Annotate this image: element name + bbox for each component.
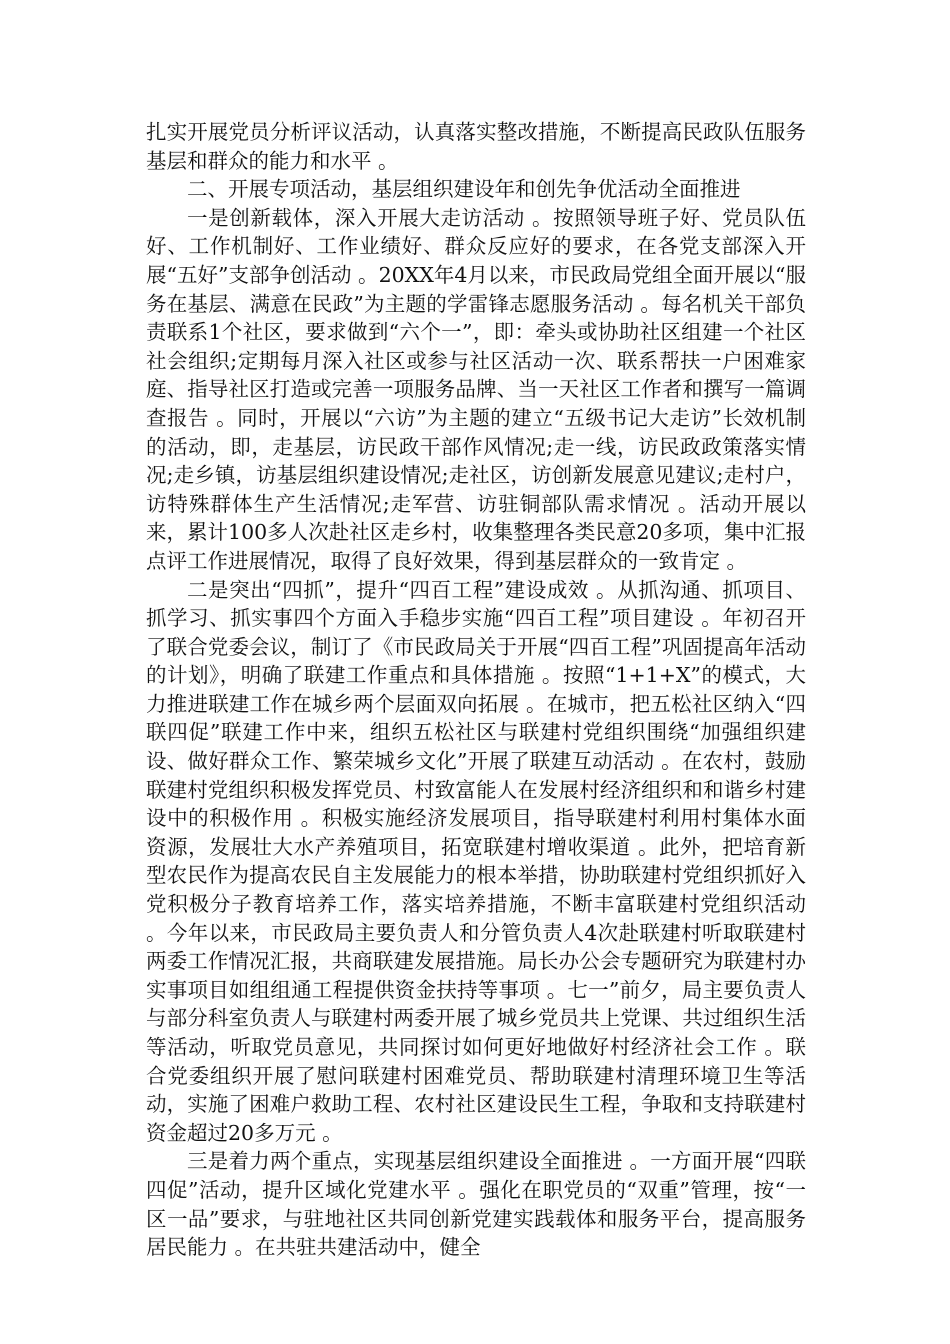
paragraph-continuation: 扎实开展党员分析评议活动，认真落实整改措施，不断提高民政队伍服务基层和群众的能力和水平 。: [146, 120, 806, 173]
section-heading-2: 二、开展专项活动，基层组织建设年和创先争优活动全面推进: [187, 177, 741, 202]
paragraph-innovation-visits: 一是创新载体，深入开展大走访活动 。按照领导班子好、党员队伍好、工作机制好、工作业绩好、群众反应好的要求，在各党支部深入开展“五好”支部争创活动 。20XX年4月以来，市民政局党组全面开展以“服务在基层、满意在民政”为主题的学雷锋志愿服务活动 。每名机关干部负责联系1个社区，要求做到“六个一”，即：牵头或协助社区组建一个社区社会组织;定期每月深入社区或参与社区活动一次、联系帮扶一户困难家庭、指导社区打造或完善一项服务品牌、当一天社区工作者和撰写一篇调查报告 。同时，开展以“六访”为主题的建立“五级书记大走访”长效机制的活动，即，走基层，访民政干部作风情况;走一线，访民政政策落实情况;走乡镇，访基层组织建设情况;走社区，访创新发展意见建议;走村户，访特殊群体生产生活情况;走军营、访驻铜部队需求情况 。活动开展以来，累计100多人次赴社区走乡村，收集整理各类民意20多项，集中汇报点评工作进展情况，取得了良好效果，得到基层群众的一致肯定 。: [146, 205, 806, 573]
document-body: [146, 118, 806, 1262]
paragraph-four-grasps: 二是突出“四抓”，提升“四百工程”建设成效 。从抓沟通、抓项目、抓学习、抓实事四个方面入手稳步实施“四百工程”项目建设 。年初召开了联合党委会议，制订了《市民政局关于开展“四百工程”巩固提高年活动的计划》，明确了联建工作重点和具体措施 。按照“1+1+X”的模式，大力推进联建工作在城乡两个层面双向拓展 。在城市，把五松社区纳入“四联四促”联建工作中来，组织五松社区与联建村党组织围绕“加强组织建设、做好群众工作、繁荣城乡文化”开展了联建互动活动 。在农村，鼓励联建村党组织积极发挥党员、村致富能人在发展村经济组织和和谐乡村建设中的积极作用 。积极实施经济发展项目，指导联建村利用村集体水面资源，发展壮大水产养殖项目，拓宽联建村增收渠道 。此外，把培育新型农民作为提高农民自主发展能力的根本举措，协助联建村党组织抓好入党积极分子教育培养工作，落实培养措施，不断丰富联建村党组织活动 。今年以来，市民政局主要负责人和分管负责人4次赴联建村听取联建村两委工作情况汇报，共商联建发展措施。局长办公会专题研究为联建村办实事项目如组组通工程提供资金扶持等事项 。七一”前夕，局主要负责人与部分科室负责人与联建村两委开展了城乡党员共上党课、共过组织生活等活动，听取党员意见，共同探讨如何更好地做好村经济社会工作 。联合党委组织开展了慰问联建村困难党员、帮助联建村清理环境卫生等活动，实施了困难户救助工程、农村社区建设民生工程，争取和支持联建村资金超过20多万元 。: [146, 577, 806, 1145]
paragraph-two-focuses: 三是着力两个重点，实现基层组织建设全面推进 。一方面开展“四联四促”活动，提升区域化党建水平 。强化在职党员的“双重”管理，按“一区一品”要求，与驻地社区共同创新党建实践载体和服务平台，提高服务居民能力 。在共驻共建活动中，健全: [146, 1149, 806, 1260]
